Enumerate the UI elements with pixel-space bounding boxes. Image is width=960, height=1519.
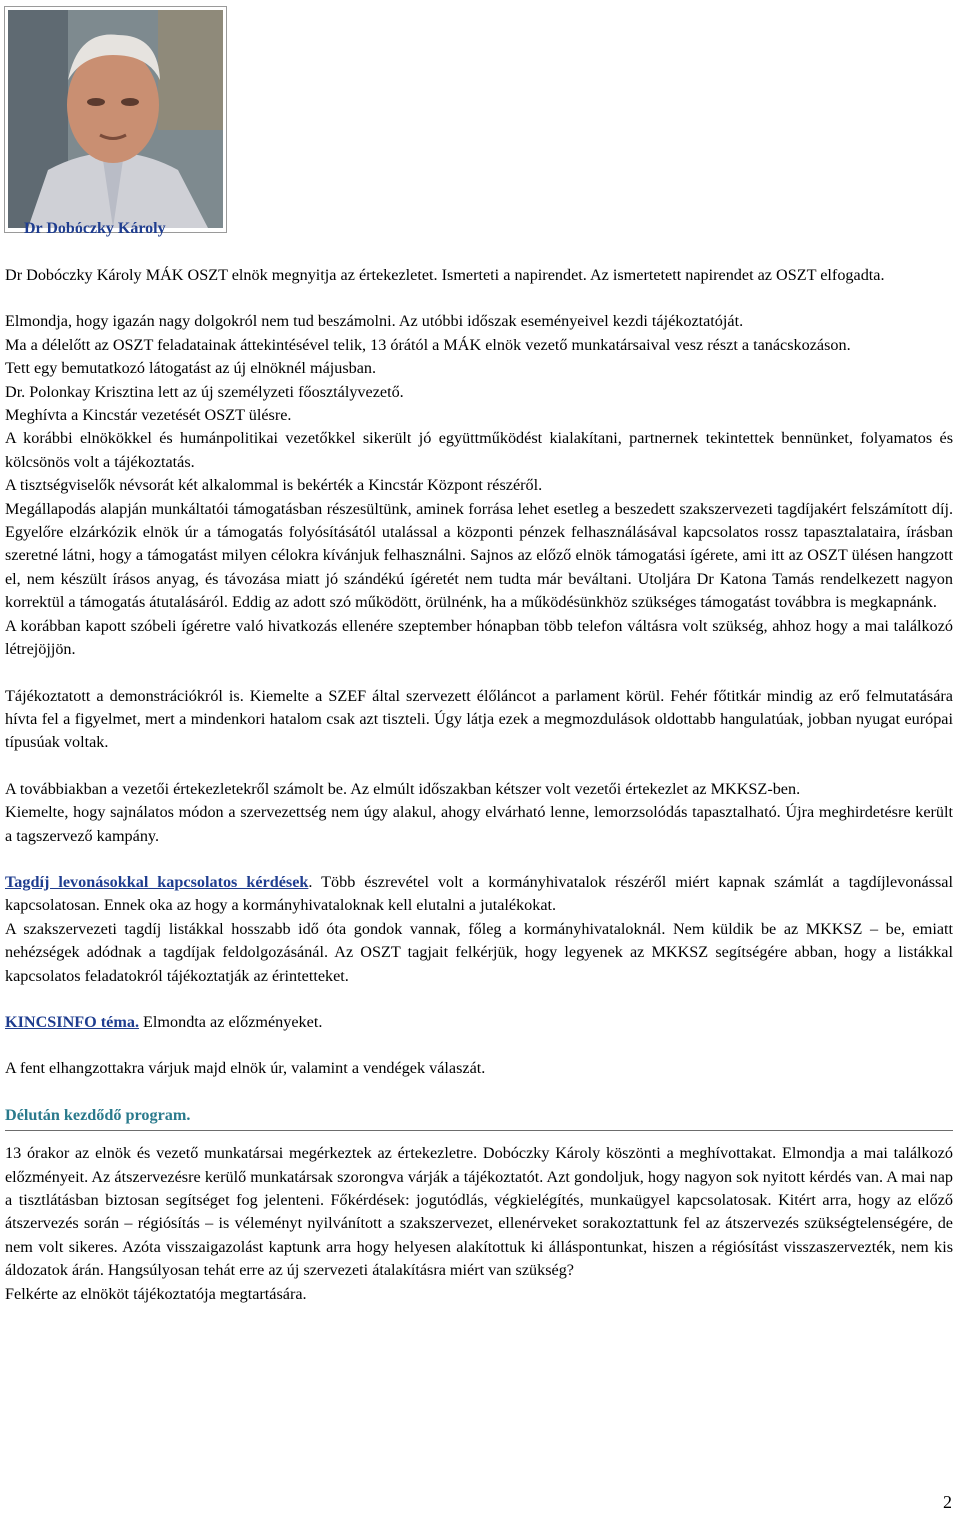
tagdij-heading-link[interactable]: Tagdíj levonásokkal kapcsolatos kérdések [5, 872, 309, 891]
tagdij-text: . Több észrevétel volt a kormányhivatalok részéről miért kapnak számlát a tagdíjlevonással kapcsolatosan. Ennek oka az hogy a kormányhivataloknak kell elutalni a jutalékokat. [5, 872, 953, 915]
tagdij-paragraph [5, 871, 953, 918]
portrait-icon [8, 10, 223, 228]
paragraph: A szakszervezeti tagdíj listákkal hosszabb idő óta gondok vannak, főleg a kormányhivataloknál. Nem küldik be az MKKSZ – be, emiatt nehézségek adódnak a tagdíjak feldolgozásánál. Az OSZT tagjait felkérjük, hogy legyenek az MKKSZ segítségére abban, hogy a listákkal kapcsolatos feladatokról tájékoztatják az érintetteket. [5, 919, 953, 985]
kincsinfo-paragraph [5, 1011, 953, 1034]
portrait-frame [4, 6, 227, 233]
paragraph: Dr. Polonkay Krisztina lett az új személyzeti főosztályvezető. [5, 382, 404, 401]
paragraph: Dr Dobóczky Károly MÁK OSZT elnök megnyitja az értekezletet. Ismerteti a napirendet. Az ismertetett napirendet az OSZT elfogadta. [5, 266, 885, 284]
page-number: 2 [943, 1492, 952, 1512]
photo-caption: Dr Dobóczky Károly [24, 220, 166, 237]
paragraph: Ma a délelőtt az OSZT feladatainak áttekintésével telik, 13 órától a MÁK elnök vezető munkatársaival vesz részt a tanácskozáson. [5, 335, 851, 354]
paragraph: A korábban kapott szóbeli ígéretre való hivatkozás ellenére szeptember hónapban több telefon váltásra volt szükség, ahhoz hogy a mai találkozó létrejöjjön. [5, 616, 953, 659]
paragraph: A fent elhangzottakra várjuk majd elnök úr, valamint a vendégek válaszát. [5, 1059, 486, 1078]
paragraph: A továbbiakban a vezetői értekezletekről számolt be. Az elmúlt időszakban kétszer volt vezetői értekezlet az MKKSZ-ben. [5, 779, 801, 798]
paragraph: A korábbi elnökökkel és humánpolitikai vezetőkkel sikerült jó együttműködést kialakítani, partnernek tekintettek bennünket, folyamatos és kölcsönös volt a tájékoztatás. [5, 429, 953, 471]
afternoon-heading: Délután kezdődő program. [5, 1105, 191, 1124]
paragraph: Tájékoztatott a demonstrációkról is. Kiemelte a SZEF által szervezett élőláncot a parlament körül. Fehér főtitkár mindig az erő felmutatására hívta fel a figyelmet, mert a mindenkori hatalom csak azt tiszteli. Úgy látja ezek a megmozdulások oldottabb hangulatúak, jobban nyugat európai típusúak voltak. [5, 686, 953, 752]
kincsinfo-heading-link[interactable]: KINCSINFO téma. [5, 1012, 139, 1031]
document-body [5, 264, 953, 1306]
paragraph: A tisztségviselők névsorát két alkalommal is bekérték a Kincstár Központ részéről. [5, 476, 543, 495]
paragraph: Meghívta a Kincstár vezetését OSZT ülésre. [5, 406, 292, 425]
paragraph: Kiemelte, hogy sajnálatos módon a szervezettség nem úgy alakul, ahogy elvárható lenne, lemorzsolódás tapasztalható. Újra meghirdetésre került a tagszervező kampány. [5, 803, 953, 845]
paragraph: Megállapodás alapján munkáltatói támogatásban részesültünk, aminek forrása lehet esetleg a beszedett szakszervezeti tagdíjakért felszámított díj. Egyelőre elzárkózik elnök úr a támogatás folyósításától utalással a központi pénzek felhasználásával kapcsolatos rossz tapasztalataira, írásban szeretné látni, hogy a támogatást milyen célokra kívánjuk felhasználni. Sajnos az előző elnök támogatási ígérete, ami itt az OSZT ülésen hangzott el, nem készült írásos anyag, és távozása miatt jó szándékú ígéretét nem tudta már beváltani. Utoljára Dr Katona Tamás rendelkezett nagyon korrektül a támogatás átutalásáról. Eddig az adott szó működött, örülnénk, ha a működésünkhöz szükséges támogatást továbbra is megkapnánk. [5, 499, 953, 612]
divider [5, 1130, 953, 1131]
paragraph: 13 órakor az elnök és vezető munkatársai megérkeztek az értekezletre. Dobóczky Károly köszönti a meghívottakat. Elmondja a mai találkozó előzményeit. Az átszervezésre kerülő munkatársak szorongva várják a tájékoztatót. Azt gondoljuk, hogy nagyon sok nyitott kérdés van. A mai nap a tisztlátásban biztosan segítséget fog jelenteni. Főkérdések: jogutódlás, végkielégítés, munkaügyel kapcsolatosak. Kitért arra, hogy az előző átszervezés során – régiósítás – is véleményt nyilvánított a szakszervezet, ellenérveket sorakoztattunk fel az átszervezés szükségtelenségére, de nem volt sikeres. Azóta visszaigazolást kaptunk arra hogy helyesen alakítottuk ki álláspontunkat, hiszen a régiósítást visszaszervezték, nem kis áldozatok árán. Hangsúlyosan tehát erre az új szervezeti átalakításra miért van szükség? [5, 1144, 953, 1280]
kincsinfo-text: Elmondta az előzményeket. [139, 1012, 323, 1031]
portrait-photo [8, 10, 223, 228]
paragraph: Elmondja, hogy igazán nagy dolgokról nem tud beszámolni. Az utóbbi időszak eseményeivel kezdi tájékoztatóját. [5, 312, 744, 331]
paragraph: Felkérte az elnököt tájékoztatója megtartására. [5, 1284, 307, 1303]
paragraph: Tett egy bemutatkozó látogatást az új elnöknél májusban. [5, 359, 377, 378]
